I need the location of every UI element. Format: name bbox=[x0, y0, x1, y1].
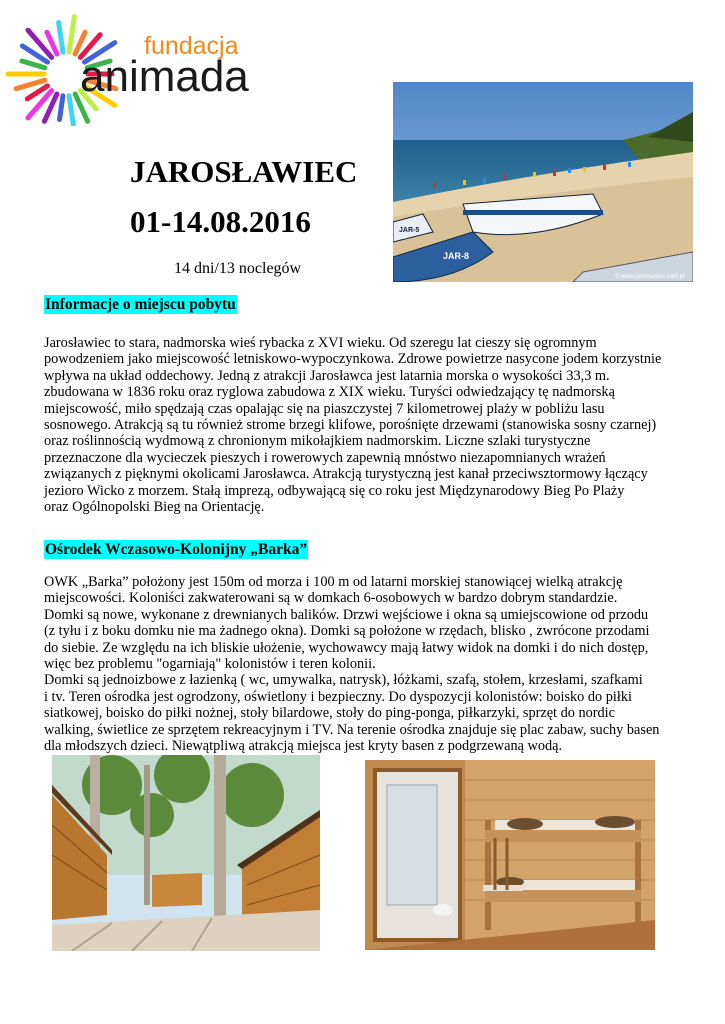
text-line: jezioro Wicko z morzem. Stałą imprezą, odbywającą się co roku jest Międzynarodowy Bieg Po Plaży bbox=[44, 482, 625, 499]
text-line: OWK „Barka” położony jest 150m od morza i 100 m od latarni morskiej stanowiącej wielką atrakcję bbox=[44, 574, 623, 590]
text-line: przeznaczone dla wycieczek pieszych i rowerowych zapewnią mnóstwo niezapomnianych wrażeń bbox=[44, 449, 606, 466]
trip-dates: 01-14.08.2016 bbox=[130, 204, 311, 239]
text-line: miejscowości. Koloniści zakwaterowani są w domkach 6-osobowych w bardzo dobrym standardzie. bbox=[44, 590, 618, 607]
logo-ray bbox=[22, 61, 45, 68]
text-line: związanych z pięknymi okolicami Jarosławca. Atrakcją turystyczną jest kanał przeciwsztormowy łączący bbox=[44, 466, 648, 483]
text-line: więc bez problemu "ogarniają" kolonistów i teren kolonii. bbox=[44, 656, 376, 673]
text-line: (z tyłu i z boku domku nie ma żadnego okna). Domki są położone w rzędach, blisko , zwrócone przodami bbox=[44, 623, 650, 640]
section-heading-resort: Ośrodek Wczasowo-Kolonijny „Barka” bbox=[45, 541, 308, 558]
boat-label: JAR-5 bbox=[399, 227, 420, 234]
text-line: i tv. Teren ośrodka jest ogrodzony, oświetlony i bezpieczny. Do dyspozycji kolonistów: boisko do piłki bbox=[44, 688, 632, 705]
section-heading-place-info: Informacje o miejscu pobytu bbox=[45, 296, 236, 313]
text-line: oraz roślinnością wydmową z chronionym mikołajkiem nadmorskim. Liczne szlaki turystyczne bbox=[44, 433, 591, 450]
logo-ray bbox=[59, 23, 63, 53]
text-line: sosnowego. Atrakcją są tu również strome brzegi klifowe, porośnięte drzewami (stanowiska sosny czarnej) bbox=[44, 417, 657, 434]
cabins-photo bbox=[52, 755, 320, 951]
text-line: miejscowość, miło spędzają czas opalając się na piaszczystej 7 kilometrowej plaży w pobliżu lasu bbox=[44, 400, 605, 417]
logo-ray bbox=[69, 96, 74, 126]
place-info-paragraph bbox=[44, 335, 678, 515]
text-line: Domki są jednoizbowe z łazienką ( wc, umywalka, natrysk), łóżkami, szafą, stołem, krzesłami, szafkami bbox=[44, 672, 643, 689]
text-line: Domki są nowe, wykonane z drewnianych balików. Drzwi wejściowe i okna są umiejscowione od przodu bbox=[44, 606, 649, 623]
text-line: Jarosławiec to stara, nadmorska wieś rybacka z XVI wieku. Od szeregu lat cieszy się ogromnym bbox=[44, 335, 597, 351]
photo-watermark: © www.jaroslawiec.com.pl bbox=[615, 274, 685, 280]
text-line: wpływa na układ oddechowy. Jedną z atrakcji Jarosławca jest latarnia morska o wysokości 33,3 m. bbox=[44, 367, 610, 384]
text-line: zbudowana w 1836 roku oraz ryglowa zabudowa z XIX wieku. Turyści odwiedzający tę nadmorską bbox=[44, 384, 615, 401]
text-line: walking, świetlice ze sprzętem rekreacyjnym i TV. Na terenie ośrodka znajduje się plac zabaw, suchy basen bbox=[44, 721, 660, 738]
beach-photo bbox=[393, 82, 693, 282]
sunburst-icon bbox=[4, 8, 276, 126]
text-line: oraz Ogólnopolski Bieg na Orientację. bbox=[44, 499, 265, 516]
text-line: siatkowej, boisko do piłki nożnej, stoły bilardowe, stoły do ping-ponga, piłkarzyki, sprzęt do nordic bbox=[44, 705, 615, 722]
foundation-logo bbox=[4, 8, 276, 126]
logo-ray bbox=[60, 96, 63, 120]
trip-duration: 14 dni/13 noclegów bbox=[174, 260, 302, 277]
text-line: dla młodszych dzieci. Niewątpliwą atrakcją miejsca jest kryty basen z podgrzewaną wodą. bbox=[44, 738, 563, 755]
text-line: powodzeniem jako miejscowość letniskowo-wypoczynkowa. Zdrowe powietrze nasycone jodem korzystnie bbox=[44, 351, 662, 368]
boat-label: JAR-8 bbox=[443, 251, 470, 261]
resort-paragraph bbox=[44, 574, 678, 754]
page-title: JAROSŁAWIEC bbox=[130, 154, 358, 189]
cabin-interior-photo bbox=[365, 760, 655, 950]
text-line: do siebie. Ze względu na ich bliskie ułożenie, wychowawcy mają łatwy widok na domki i do nich dostęp, bbox=[44, 639, 649, 656]
logo-ray bbox=[69, 17, 74, 53]
logo-animada-text: animada bbox=[80, 52, 249, 101]
logo-fundacja-text: fundacja bbox=[144, 32, 239, 60]
